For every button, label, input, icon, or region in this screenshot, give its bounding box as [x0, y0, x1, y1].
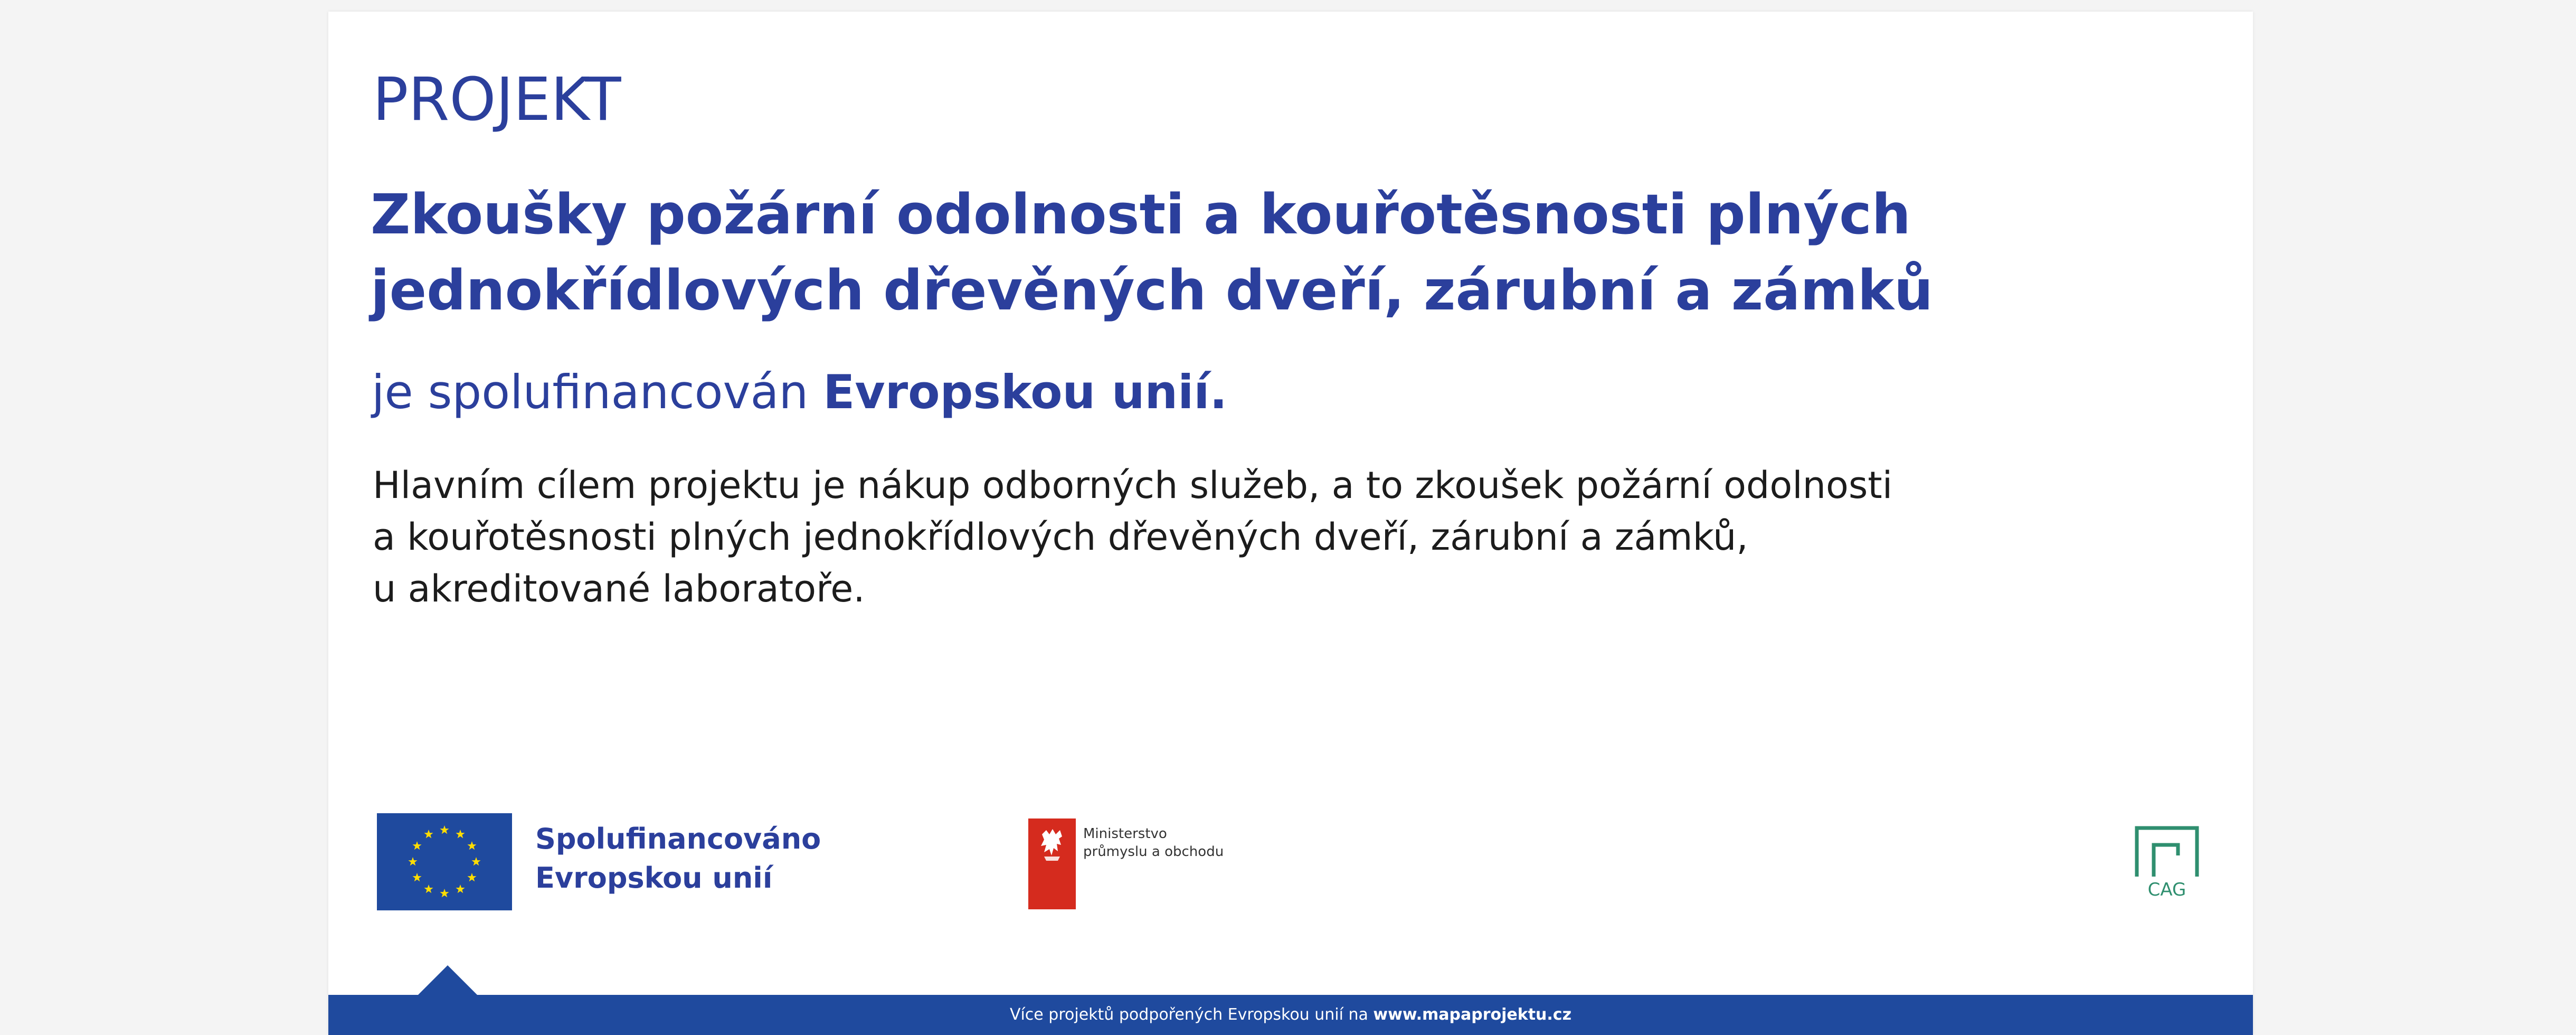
poster-label: PROJEKT — [373, 65, 621, 134]
eu-star — [424, 830, 433, 838]
eu-flag-icon — [377, 813, 512, 910]
eu-star — [456, 830, 465, 838]
eu-cofinanced-label — [535, 820, 821, 898]
eu-star — [456, 885, 465, 893]
cag-logo-icon — [2130, 822, 2203, 902]
cofinanced-prefix: je spolufinancován — [372, 365, 823, 419]
project-title-line-1: Zkoušky požární odolnosti a kouřotěsnosti plných — [371, 182, 1911, 247]
eu-star — [408, 857, 417, 865]
cofinanced-statement — [372, 364, 1227, 420]
cag-inner-frame — [2154, 845, 2178, 877]
eu-label-line-1: Spolufinancováno — [535, 822, 821, 855]
footer-bar — [328, 995, 2253, 1035]
eu-label-line-2: Evropskou unií — [535, 861, 773, 895]
ministry-emblem — [1028, 818, 1076, 909]
footer-prefix: Více projektů podpořených Evropskou unií na — [1009, 1005, 1374, 1024]
description-line-2: a kouřotěsnosti plných jednokřídlových dřevěných dveří, zárubní a zámků, — [373, 515, 1748, 559]
eu-flag-graphic — [377, 813, 512, 910]
eu-star — [467, 873, 476, 881]
cag-frame — [2137, 828, 2197, 877]
eu-star — [467, 841, 476, 850]
eu-star — [424, 885, 433, 893]
eu-star — [412, 873, 421, 881]
description-line-1: Hlavním cílem projektu je nákup odborných služeb, a to zkoušek požární odolnosti — [373, 464, 1893, 507]
eu-star — [440, 825, 449, 834]
lion-base — [1044, 857, 1060, 861]
description-line-3: u akreditované laboratoře. — [373, 567, 865, 610]
lion-shape — [1041, 829, 1062, 855]
footer-link[interactable]: www.mapaprojektu.cz — [1373, 1005, 1572, 1024]
cag-logo-graphic — [2130, 822, 2203, 902]
ministry-line-2: průmyslu a obchodu — [1083, 844, 1224, 860]
czech-lion-icon — [1028, 818, 1076, 909]
eu-star — [440, 889, 449, 897]
ministry-label — [1083, 825, 1224, 861]
cofinanced-bold: Evropskou unií. — [823, 365, 1227, 419]
ministry-line-1: Ministerstvo — [1083, 826, 1167, 842]
project-title-line-2: jednokřídlových dřevěných dveří, zárubní a zámků — [371, 258, 1934, 323]
eu-star — [471, 857, 480, 865]
project-description — [373, 459, 2167, 615]
project-poster — [328, 12, 2253, 1035]
project-title — [371, 176, 2113, 328]
eu-star — [412, 841, 421, 850]
cag-text: CAG — [2147, 879, 2186, 900]
footer-notch — [418, 965, 477, 995]
